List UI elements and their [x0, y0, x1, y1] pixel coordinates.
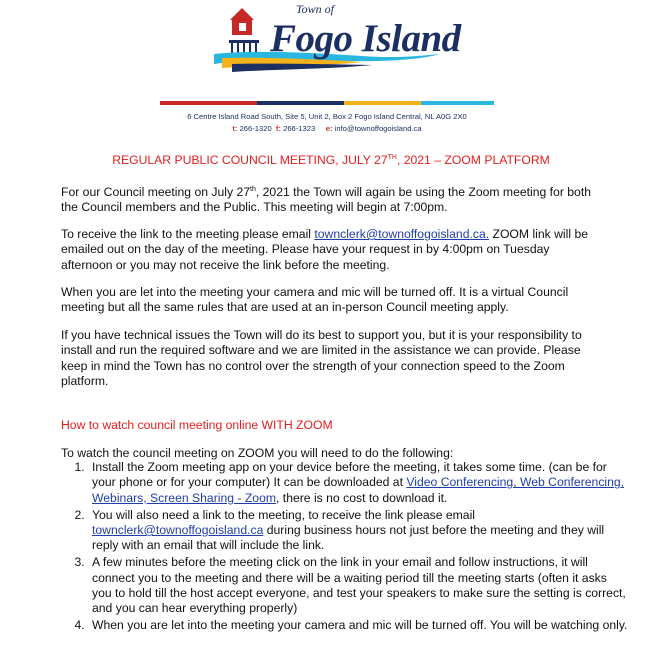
list-item: [88, 460, 628, 506]
color-bar-gold: [344, 101, 421, 105]
steps-list: [61, 460, 628, 635]
logo-town-of: Town of: [296, 2, 334, 16]
title-part-2: , 2021 – ZOOM PLATFORM: [396, 153, 550, 167]
paragraph-technical-issues: If you have technical issues the Town will do its best to support you, but it is your responsibility to install and run the required software and we are limited in the assistance we can provide. Please keep in mind the Town has no control over the strength of your connection speed to the Zoom platform.: [61, 328, 582, 389]
list-item: [88, 555, 628, 617]
town-address: 6 Centre Island Road South, Site 5, Unit 2, Box 2 Fogo Island Central, NL A0G 2X0: [187, 112, 467, 121]
phone-label: t:: [232, 124, 238, 133]
p1-text-a: For our Council meeting on July 27: [61, 185, 251, 199]
color-bar-navy: [257, 101, 344, 105]
fax-number: 266-1323: [283, 124, 316, 133]
contact-line: [160, 123, 494, 135]
page-title: [0, 153, 662, 167]
title-superscript: TH: [387, 153, 397, 161]
list-item: [88, 508, 628, 554]
email-address: info@townoffogoisland.ca: [334, 124, 422, 133]
color-bar-cyan: [421, 101, 494, 105]
step-4-text: When you are let into the meeting your camera and mic will be turned off. You will be watching only.: [92, 618, 628, 633]
town-logo: [212, 2, 461, 88]
section-heading: How to watch council meeting online WITH ZOOM: [61, 418, 333, 432]
paragraph-camera-mic: When you are let into the meeting your camera and mic will be turned off. It is a virtual Council meeting but all the same rules that are used at an in-person Council meeting apply.: [61, 285, 569, 315]
title-part-1: REGULAR PUBLIC COUNCIL MEETING, JULY 27: [112, 153, 388, 167]
step-2-text-a: You will also need a link to the meeting, to receive the link please email: [92, 507, 476, 522]
list-item: [88, 618, 628, 633]
step-3-text: A few minutes before the meeting click on the link in your email and follow instructions, it will connect you to the meeting and there will be a waiting period till the meeting starts (often it asks you to hold till the host accept everyone, and test your speakers to make sure the setting is correct, and you can hear everything properly): [92, 555, 626, 616]
p1-text-b: , 2021 the Town will again be using the Zoom meeting for both the Council members and the Public. This meeting will begin at 7:00pm.: [61, 185, 591, 215]
zoom-download-link[interactable]: Video Conferencing, Web Conferencing, Webinars, Screen Sharing - Zoom: [92, 475, 625, 505]
p2-text-a: To receive the link to the meeting please email: [61, 227, 315, 241]
fax-label: f:: [275, 124, 281, 133]
color-bar-red: [160, 101, 257, 105]
header-color-bar: [160, 101, 494, 105]
p1-superscript: th: [250, 185, 256, 193]
email-label: e:: [325, 124, 333, 133]
steps-intro: To watch the council meeting on ZOOM you will need to do the following:: [61, 446, 454, 460]
townclerk-email-link-2[interactable]: townclerk@townoffogoisland.ca: [92, 523, 264, 538]
paragraph-receive-link: [61, 227, 601, 273]
step-1-text-a: Install the Zoom meeting app on your device before the meeting, it takes some time. (can be for your phone or for your computer) It can be downloaded at: [92, 460, 607, 490]
step-2-text-b: during business hours not just before the meeting and they will reply with an email that will include the link.: [92, 523, 605, 553]
p2-text-b: ZOOM link will be emailed out on the day of the meeting. Please have your request in by 4:00pm on Tuesday afternoon or you may not receive the link before the meeting.: [61, 227, 588, 272]
townclerk-email-link[interactable]: townclerk@townoffogoisland.ca.: [314, 227, 490, 241]
logo-wordmark: Fogo Island: [270, 17, 461, 60]
phone-number: 266-1320: [239, 124, 272, 133]
step-1-text-b: , there is no cost to download it.: [276, 490, 448, 505]
paragraph-meeting-info: [61, 185, 601, 216]
